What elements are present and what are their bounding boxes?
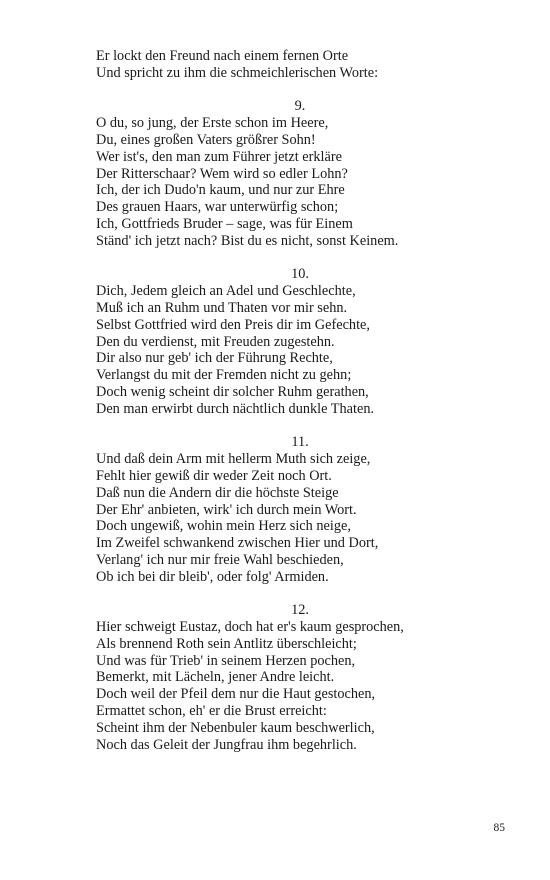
verse-line: Der Ehr' anbieten, wirk' ich durch mein Wort. — [96, 501, 357, 518]
verse-line: Dich, Jedem gleich an Adel und Geschlechte, — [96, 283, 356, 300]
stanza-number: 12. — [291, 602, 309, 619]
stanza-number: 11. — [291, 434, 309, 451]
verse-line: Ich, der ich Dudo'n kaum, und nur zur Ehre — [96, 182, 345, 199]
poem-text — [96, 48, 516, 753]
verse-line: Fehlt hier gewiß dir weder Zeit noch Ort. — [96, 467, 332, 484]
verse-line: Selbst Gottfried wird den Preis dir im Gefechte, — [96, 316, 370, 333]
verse-line: Ständ' ich jetzt nach? Bist du es nicht, sonst Keinem. — [96, 232, 399, 249]
verse-line: Ich, Gottfrieds Bruder – sage, was für Einem — [96, 215, 353, 232]
verse-line: Wer ist's, den man zum Führer jetzt erkläre — [96, 148, 342, 165]
verse-line: Bemerkt, mit Lächeln, jener Andre leicht. — [96, 669, 335, 686]
stanza-number: 10. — [291, 266, 309, 283]
verse-line: Er lockt den Freund nach einem fernen Orte — [96, 48, 349, 64]
verse-line: Dir also nur geb' ich der Führung Rechte, — [96, 350, 333, 367]
verse-line: Doch weil der Pfeil dem nur die Haut gestochen, — [96, 686, 376, 703]
verse-line: Und was für Trieb' in seinem Herzen pochen, — [96, 652, 356, 669]
verse-line: Im Zweifel schwankend zwischen Hier und Dort, — [96, 535, 379, 552]
verse-line: Du, eines großen Vaters größrer Sohn! — [96, 131, 316, 148]
verse-line: Scheint ihm der Nebenbuler kaum beschwerlich, — [96, 719, 375, 736]
intro-lines — [96, 48, 516, 82]
verse-line: Verlang' ich nur mir freie Wahl beschieden, — [96, 551, 344, 568]
verse-line: Und spricht zu ihm die schmeichlerischen Worte: — [96, 64, 379, 81]
verse-line: O du, so jung, der Erste schon im Heere, — [96, 115, 329, 132]
verse-line: Ob ich bei dir bleib', oder folg' Armiden. — [96, 568, 329, 585]
verse-line: Des grauen Haars, war unterwürfig schon; — [96, 199, 339, 216]
verse-line: Hier schweigt Eustaz, doch hat er's kaum gesprochen, — [96, 619, 404, 636]
verse-line: Der Ritterschaar? Wem wird so edler Lohn? — [96, 165, 348, 182]
stanza-number: 9. — [294, 98, 306, 115]
verse-line: Noch das Geleit der Jungfrau ihm begehrlich. — [96, 736, 357, 753]
verse-line: Den man erwirbt durch nächtlich dunkle Thaten. — [96, 400, 375, 417]
page-number: 85 — [493, 822, 505, 834]
verse-line: Doch ungewiß, wohin mein Herz sich neige, — [96, 518, 351, 535]
verse-line: Verlangst du mit der Fremden nicht zu gehn; — [96, 367, 352, 384]
verse-line: Daß nun die Andern dir die höchste Steige — [96, 484, 339, 501]
verse-line: Als brennend Roth sein Antlitz überschleicht; — [96, 635, 357, 652]
stanza-11 — [96, 434, 516, 585]
verse-line: Und daß dein Arm mit hellerm Muth sich zeige, — [96, 451, 371, 468]
stanza-12 — [96, 602, 516, 753]
verse-line: Ermattet schon, eh' er die Brust erreicht: — [96, 703, 327, 720]
stanza-9 — [96, 98, 516, 249]
stanza-10 — [96, 266, 516, 417]
verse-line: Doch wenig scheint dir solcher Ruhm gerathen, — [96, 383, 369, 400]
verse-line: Muß ich an Ruhm und Thaten vor mir sehn. — [96, 299, 348, 316]
verse-line: Den du verdienst, mit Freuden zugestehn. — [96, 333, 335, 350]
